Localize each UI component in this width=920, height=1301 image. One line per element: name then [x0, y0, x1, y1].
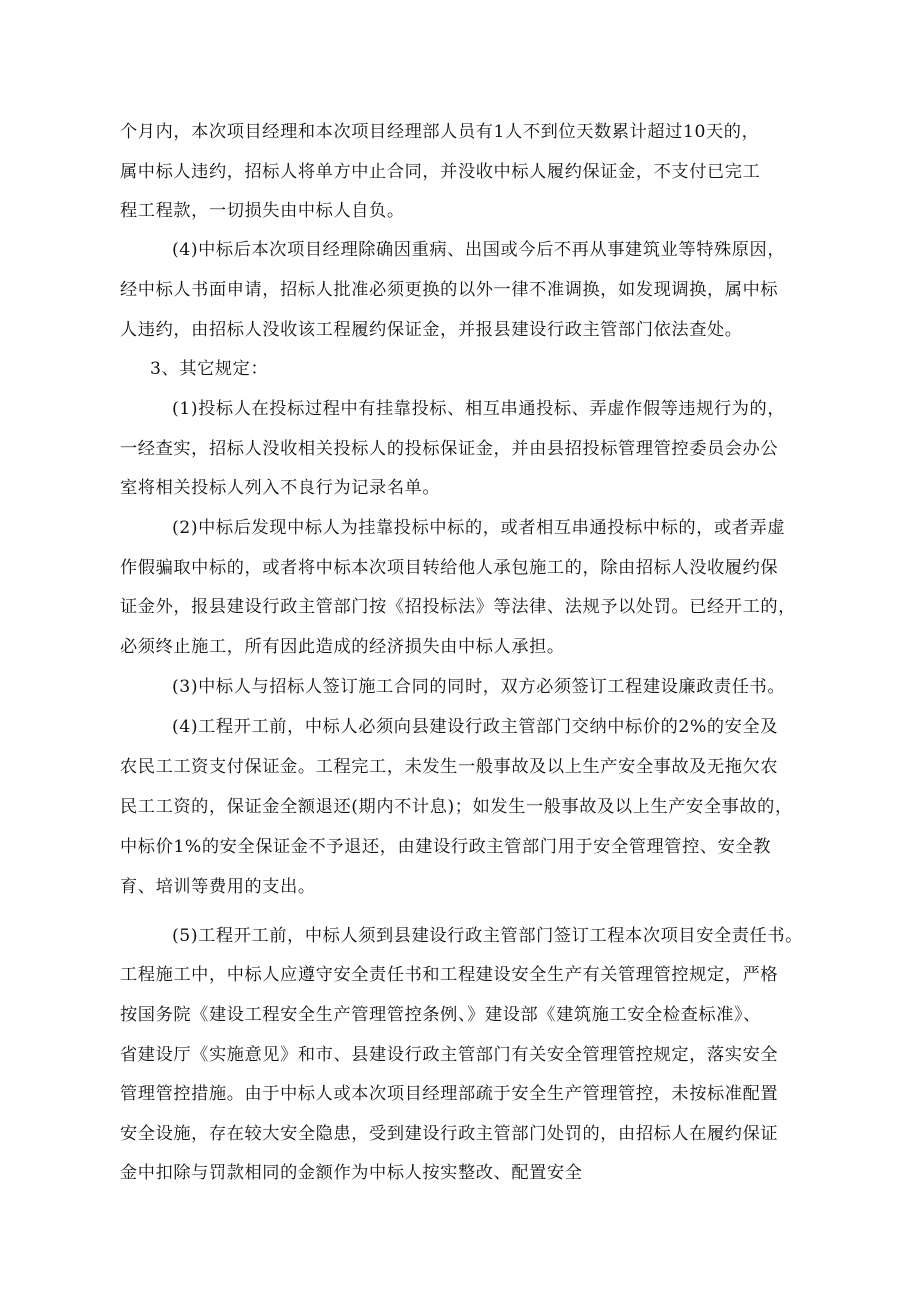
text-line: 省建设厅《实施意见》和市、县建设行政主管部门有关安全管理管控规定，落实安全	[120, 1045, 779, 1065]
text-line: 室将相关投标人列入不良行为记录名单。	[120, 478, 441, 498]
text-line: 按国务院《建设工程安全生产管理管控条例、》建设部《建筑施工安全检查标准》、	[120, 1005, 761, 1025]
text-line: 作假骗取中标的，或者将中标本次项目转给他人承包施工的，除由招标人没收履约保	[120, 558, 779, 578]
text-line: 工程施工中，中标人应遵守安全责任书和工程建设安全生产有关管理管控规定，严格	[120, 965, 779, 985]
paragraph-start-line: (3)中标人与招标人签订施工合同的同时，双方必须签订工程建设廉政责任书。	[172, 677, 786, 697]
text-line: 程工程款，一切损失由中标人自负。	[120, 201, 405, 221]
text-line: 经中标人书面申请，招标人批准必须更换的以外一律不准调换，如发现调换，属中标	[120, 280, 779, 300]
text-line: 管理管控措施。由于中标人或本次项目经理部疏于安全生产管理管控，未按标准配置	[120, 1084, 779, 1104]
paragraph-start-line: (1)投标人在投标过程中有挂靠投标、相互串通投标、弄虚作假等违规行为的，	[172, 399, 786, 419]
text-line: 农民工工资支付保证金。工程完工，未发生一般事故及以上生产安全事故及无拖欠农	[120, 757, 779, 777]
paragraph-start-line: (4)工程开工前，中标人必须向县建设行政主管部门交纳中标价的2%的安全及	[172, 717, 779, 737]
text-line: 属中标人违约，招标人将单方中止合同，并没收中标人履约保证金，不支付已完工	[120, 162, 761, 182]
text-line: 安全设施，存在较大安全隐患，受到建设行政主管部门处罚的，由招标人在履约保证	[120, 1124, 779, 1144]
paragraph-start-line: (4)中标后本次项目经理除确因重病、出国或今后不再从事建筑业等特殊原因，	[172, 240, 786, 260]
text-line: 金中扣除与罚款相同的金额作为中标人按实整改、配置安全	[120, 1163, 583, 1183]
text-line: 个月内，本次项目经理和本次项目经理部人员有1人不到位天数累计超过10天的，	[120, 122, 760, 142]
paragraph-start-line: (2)中标后发现中标人为挂靠投标中标的，或者相互串通投标中标的，或者弄虚	[172, 518, 786, 538]
text-line: 一经查实，招标人没收相关投标人的投标保证金，并由县招投标管理管控委员会办公	[120, 439, 779, 459]
text-line: 中标价1%的安全保证金不予退还，由建设行政主管部门用于安全管理管控、安全教	[120, 837, 772, 857]
text-line: 必须终止施工，所有因此造成的经济损失由中标人承担。	[120, 637, 565, 657]
section-heading: 3、其它规定：	[150, 359, 269, 379]
text-line: 育、培训等费用的支出。	[120, 877, 316, 897]
text-line: 民工工资的，保证金全额退还(期内不计息)；如发生一般事故及以上生产安全事故的，	[120, 797, 793, 817]
paragraph-start-line: (5)工程开工前，中标人须到县建设行政主管部门签订工程本次项目安全责任书。	[172, 926, 803, 946]
text-line: 人违约，由招标人没收该工程履约保证金，并报县建设行政主管部门依法查处。	[120, 320, 743, 340]
text-line: 证金外，报县建设行政主管部门按《招投标法》等法律、法规予以处罚。已经开工的，	[120, 597, 796, 617]
